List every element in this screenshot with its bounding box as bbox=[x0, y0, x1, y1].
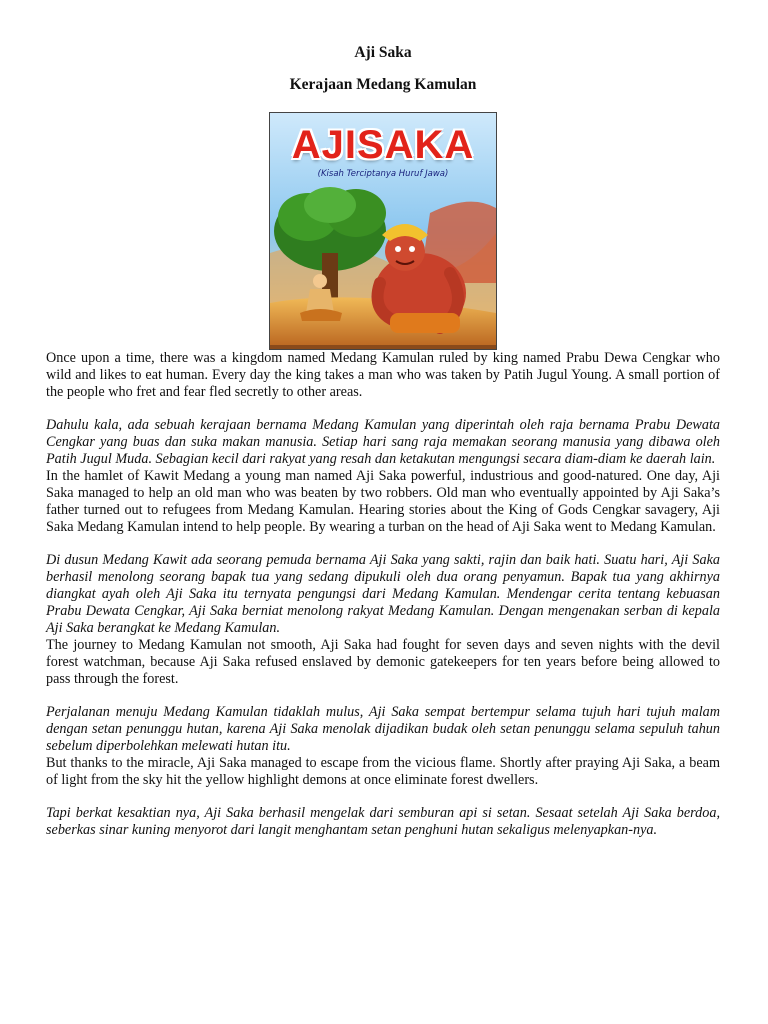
paragraph-2-indonesian: Di dusun Medang Kawit ada seorang pemuda bernama Aji Saka yang sakti, rajin dan baik hati. Suatu hari, Aji Saka berhasil menolong seorang bapak tua yang sedang dipukuli oleh dua orang penyamun. Bapak tua yang akhirnya diangkat ayah oleh Aji Saka itu ternyata pengungsi dari Medang Kamulan. Mendengar cerita tentang kebuasan Prabu Dewata Cengkar, Aji Saka berniat menolong rakyat Medang Kamulan. Dengan mengenakan serban di kepala Aji Saka berangkat ke Medang Kamulan. bbox=[46, 552, 720, 636]
document-subtitle: Kerajaan Medang Kamulan bbox=[289, 76, 477, 93]
paragraph-4-english: But thanks to the miracle, Aji Saka managed to escape from the vicious flame. Shortly after praying Aji Saka, a beam of light from the sky hit the yellow highlight demons at once eliminate forest dwellers. bbox=[46, 755, 720, 788]
cover-title: AJISAKA bbox=[291, 123, 475, 167]
paragraph-1-indonesian: Dahulu kala, ada sebuah kerajaan bernama Medang Kamulan yang diperintah oleh raja bernama Prabu Dewata Cengkar yang buas dan suka makan manusia. Setiap hari sang raja memakan seorang manusia yang dibawa oleh Patih Jugul Muda. Sebagian kecil dari rakyat yang resah dan ketakutan mengungsi secara diam-diam ke daerah lain. bbox=[46, 417, 720, 467]
document-page bbox=[46, 0, 720, 839]
paragraph-2-english: In the hamlet of Kawit Medang a young man named Aji Saka powerful, industrious and good-natured. One day, Aji Saka managed to help an old man who was beaten by two robbers. Old man who eventually appointed by Aji Saka’s father turned out to refugees from Medang Kamulan. Hearing stories about the King of Gods Cengkar savagery, Aji Saka Medang Kamulan intend to help people. By wearing a turban on the head of Aji Saka went to Medang Kamulan. bbox=[46, 468, 720, 535]
book-cover-image bbox=[269, 112, 497, 350]
paragraph-1-english: Once upon a time, there was a kingdom named Medang Kamulan ruled by king named Prabu Dewa Cengkar who wild and likes to eat human. Every day the king takes a man who was taken by Patih Jugul Young. A small portion of the people who fret and fear fled secretly to other areas. bbox=[46, 350, 720, 400]
paragraph-3-indonesian: Perjalanan menuju Medang Kamulan tidaklah mulus, Aji Saka sempat bertempur selama tujuh hari tujuh malam dengan setan penunggu hutan, karena Aji Saka menolak dijadikan budak oleh setan penunggu selama sepuluh tahun sebelum diperbolehkan melewati hutan itu. bbox=[46, 704, 720, 754]
document-title: Aji Saka bbox=[354, 44, 412, 61]
paragraph-4-indonesian: Tapi berkat kesaktian nya, Aji Saka berhasil mengelak dari semburan api si setan. Sesaat setelah Aji Saka berdoa, seberkas sinar kuning menyorot dari langit menghantam setan penghuni hutan sekaligus melenyapkan-nya. bbox=[46, 805, 720, 838]
paragraph-3-english: The journey to Medang Kamulan not smooth, Aji Saka had fought for seven days and seven nights with the devil forest watchman, because Aji Saka refused enslaved by demonic gatekeepers for ten years before being allowed to pass through the forest. bbox=[46, 637, 720, 687]
cover-subtitle: (Kisah Terciptanya Huruf Jawa) bbox=[317, 169, 449, 179]
